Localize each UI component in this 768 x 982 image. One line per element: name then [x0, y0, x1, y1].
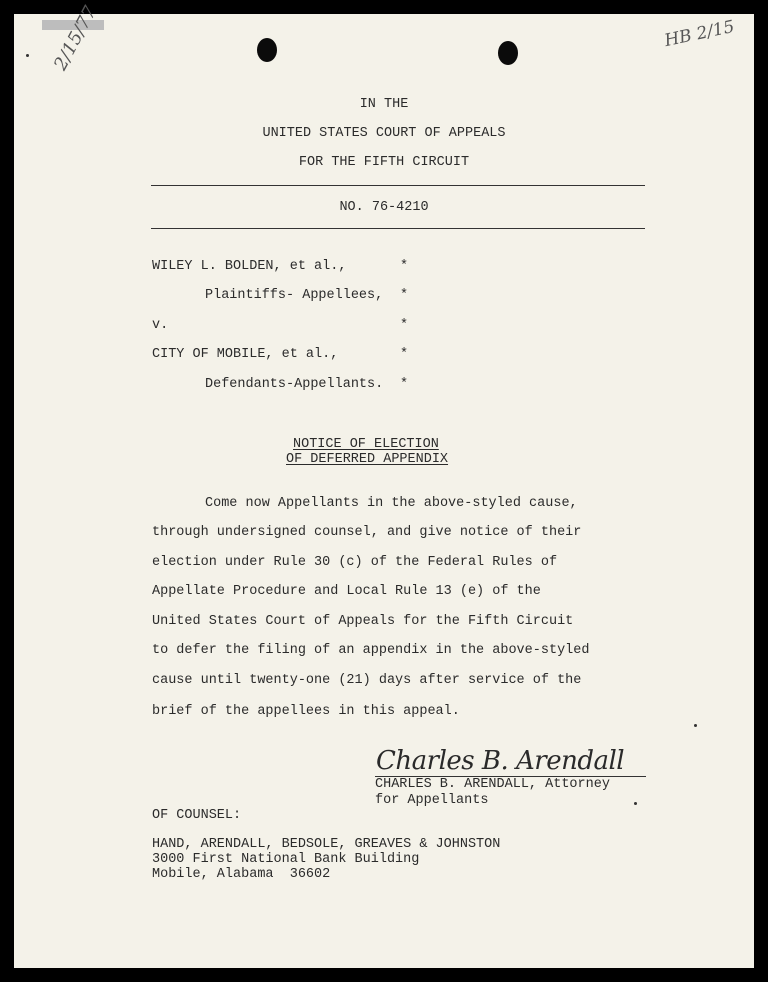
body-line: brief of the appellees in this appeal.: [152, 704, 460, 719]
body-line: to defer the filing of an appendix in the above-styled: [152, 643, 590, 658]
body-line: through undersigned counsel, and give notice of their: [152, 525, 582, 540]
body-line: Come now Appellants in the above-styled cause,: [205, 496, 578, 511]
body-line: cause until twenty-one (21) days after service of the: [152, 673, 582, 688]
caption-in-the: IN THE: [359, 97, 409, 112]
versus: v.: [152, 318, 169, 333]
star-marker: *: [400, 288, 409, 303]
star-marker: *: [400, 318, 409, 333]
rule-bottom: [151, 228, 645, 229]
star-marker: *: [400, 377, 409, 392]
star-marker: *: [400, 259, 409, 274]
firm-name: HAND, ARENDALL, BEDSOLE, GREAVES & JOHNSTON: [152, 837, 501, 852]
notice-title-line1: NOTICE OF ELECTION: [293, 437, 439, 452]
handwritten-initials-top-right: HB 2/15: [662, 16, 737, 52]
defendant-role: Defendants-Appellants.: [205, 377, 384, 392]
plaintiff-name: WILEY L. BOLDEN, et al.,: [152, 259, 347, 274]
speck: [26, 54, 29, 57]
defendant-name: CITY OF MOBILE, et al.,: [152, 347, 339, 362]
punch-hole-left: [257, 38, 277, 62]
case-number: NO. 76-4210: [339, 200, 429, 215]
counsel-heading: OF COUNSEL:: [152, 808, 242, 823]
signature-name: CHARLES B. ARENDALL, Attorney: [375, 777, 610, 792]
handwritten-signature: Charles B. Arendall: [376, 746, 625, 776]
speck: [694, 724, 697, 727]
signature-role: for Appellants: [375, 793, 489, 808]
body-line: Appellate Procedure and Local Rule 13 (e) of the: [152, 584, 541, 599]
handwritten-date-top-left: 2/15/77: [50, 2, 102, 74]
firm-address-line2: Mobile, Alabama 36602: [152, 867, 331, 882]
body-line: United States Court of Appeals for the Fifth Circuit: [152, 614, 574, 629]
notice-title-line2: OF DEFERRED APPENDIX: [286, 452, 449, 467]
body-line: election under Rule 30 (c) of the Federal Rules of: [152, 555, 558, 570]
plaintiff-role: Plaintiffs- Appellees,: [205, 288, 384, 303]
caption-circuit: FOR THE FIFTH CIRCUIT: [298, 155, 470, 170]
star-marker: *: [400, 347, 409, 362]
speck: [634, 802, 637, 805]
punch-hole-right: [498, 41, 518, 65]
document-page: [14, 2, 754, 968]
firm-address-line1: 3000 First National Bank Building: [152, 852, 420, 867]
rule-top: [151, 185, 645, 186]
caption-court: UNITED STATES COURT OF APPEALS: [262, 126, 506, 141]
